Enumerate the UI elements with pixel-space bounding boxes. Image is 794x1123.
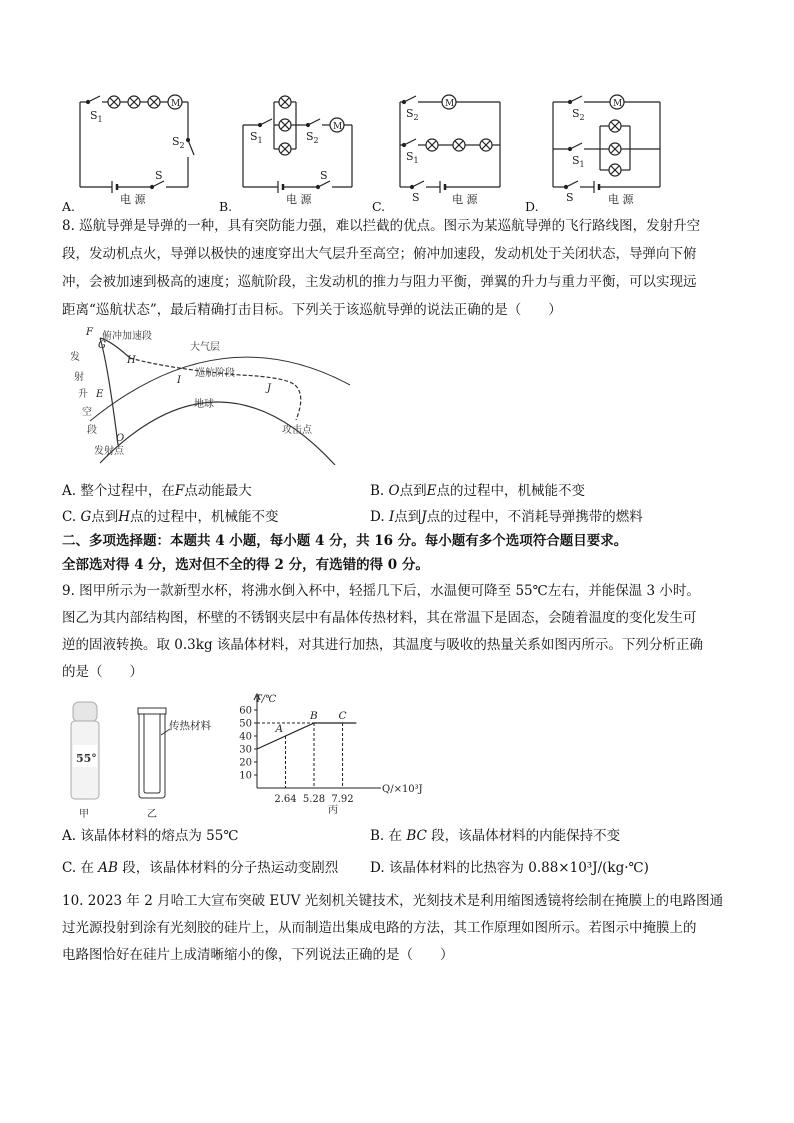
q8-option-c[interactable]: C. G点到H点的过程中，机械能不变	[62, 509, 279, 525]
point-o: O	[116, 433, 125, 444]
lamp	[128, 96, 140, 108]
lamp	[279, 143, 291, 155]
q8-stem-line: 冲，会被加速到极高的速度；巡航阶段，主发动机的推力与阻力平衡，弹翼的升力与重力平衡，可以实现远	[62, 274, 697, 290]
switch-label: $S_2$	[306, 130, 319, 145]
point-label-b: B	[310, 710, 318, 722]
point-label-c: C	[338, 710, 347, 722]
cup-yi	[138, 708, 170, 798]
y-axis-label: T/℃	[255, 694, 277, 705]
lamp	[609, 120, 621, 132]
switch-label: $S_2$	[572, 107, 585, 122]
q10-stem-line: 10. 2023 年 2 月哈工大宣布突破 EUV 光刻机关键技术，光刻技术是利用缩图透镜将绘制在掩膜上的电路图通	[62, 893, 724, 909]
switch-label: $S_2$	[406, 107, 419, 122]
launch-segment-char: 段	[87, 425, 97, 436]
q7-circuit-diagrams	[60, 85, 700, 210]
q9-stem-line: 9. 图甲所示为一款新型水杯，将沸水倒入杯中，轻摇几下后，水温便可降至 55℃左右，并能保温 3 小时。	[62, 583, 700, 599]
power-label: 电 源	[120, 193, 146, 206]
x-tick-label: 2.64	[274, 794, 297, 805]
motor-label: M	[613, 99, 623, 109]
point-h: H	[127, 355, 136, 366]
q7-option-a[interactable]: A.	[62, 199, 76, 214]
y-tick-label: 60	[239, 705, 252, 717]
q9-temperature-heat-chart	[225, 690, 465, 820]
switch-label: $S_2$	[172, 135, 185, 150]
x-tick-label: 5.28	[302, 794, 326, 805]
power-label: 电 源	[286, 193, 312, 206]
lamp	[279, 119, 291, 131]
y-tick-label: 40	[239, 731, 252, 743]
q9-cup-figures	[62, 695, 232, 825]
switch-label: S	[155, 169, 163, 182]
cup-label: 55°	[76, 752, 97, 765]
switch-label: $S_1$	[406, 150, 419, 165]
point-label-a: A	[275, 723, 284, 735]
cruise-label: 巡航阶段	[195, 368, 235, 379]
q8-option-a[interactable]: A. 整个过程中，在F点动能最大	[62, 483, 252, 499]
atmosphere-label: 大气层	[190, 342, 220, 353]
point-f: F	[86, 327, 93, 338]
lamp	[108, 96, 120, 108]
switch-label: $S_1$	[90, 109, 103, 124]
y-tick-label: 20	[239, 757, 252, 769]
fig-yi-label: 乙	[147, 809, 157, 820]
switch-label: $S_1$	[572, 154, 585, 169]
x-tick-label: 7.92	[331, 794, 354, 805]
q8-option-b[interactable]: B. O点到E点的过程中，机械能不变	[370, 483, 585, 499]
q8-missile-route-figure	[60, 325, 360, 465]
launch-segment-char: 射	[74, 372, 84, 383]
q8-stem-line: 段，发动机点火，导弹以极快的速度穿出大气层升至高空；俯冲加速段，发动机处于关闭状态，导弹向下俯	[62, 246, 697, 262]
power-label: 电 源	[452, 193, 478, 206]
motor-label: M	[445, 99, 455, 109]
attack-point-label: 攻击点	[282, 425, 312, 436]
atmosphere-arc	[90, 357, 350, 421]
y-tick-label: 50	[239, 718, 252, 730]
lamp	[279, 96, 291, 108]
x-axis-label: Q/×10³J	[382, 784, 423, 795]
lamp	[609, 164, 621, 176]
q7-option-d[interactable]: D.	[525, 199, 539, 214]
launch-point-label: 发射点	[94, 446, 124, 457]
switch-label: S	[320, 169, 328, 182]
motor-label: M	[171, 99, 181, 109]
switch-label: S	[566, 191, 574, 204]
q8-option-d[interactable]: D. I点到J点的过程中，不消耗导弹携带的燃料	[370, 509, 643, 525]
lamp	[148, 96, 160, 108]
point-g: G	[98, 340, 106, 351]
launch-segment-char: 空	[82, 407, 92, 418]
q7-option-b[interactable]: B.	[219, 199, 233, 214]
lamp	[609, 143, 621, 155]
lamp	[453, 139, 465, 151]
q8-stem-line: 距离“巡航状态”，最后精确打击目标。下列关于该巡航导弹的说法正确的是（ ）	[62, 302, 562, 318]
earth-label: 地球	[194, 399, 214, 410]
point-j: J	[267, 383, 272, 394]
launch-segment-char: 发	[70, 352, 80, 363]
q9-stem-line: 图乙为其内部结构图，杯壁的不锈钢夹层中有晶体传热材料，其在常温下是固态，会随着温度的变化发生可	[62, 610, 697, 626]
circuit-c	[400, 95, 500, 193]
q8-stem-line: 8. 巡航导弹是导弹的一种，具有突防能力强，难以拦截的优点。图示为某巡航导弹的飞行路线图，发射升空	[62, 218, 701, 234]
y-tick-label: 30	[239, 744, 252, 756]
temperature-line	[257, 723, 356, 749]
q9-option-b[interactable]: B. 在 BC 段，该晶体材料的内能保持不变	[370, 828, 621, 844]
q9-stem-line: 的是（ ）	[62, 664, 143, 680]
q10-stem-line: 过光源投射到涂有光刻胶的硅片上，从而制造出集成电路的方法，其工作原理如图所示。若图示中掩膜上的	[62, 920, 697, 936]
fig-jia-label: 甲	[79, 809, 89, 820]
cup-jia	[71, 702, 99, 799]
switch-label: S	[412, 191, 420, 204]
material-label: 传热材料	[169, 720, 211, 732]
motor-label: M	[333, 122, 343, 132]
section2-heading: 二、多项选择题：本题共 4 小题，每小题 4 分，共 16 分。每小题有多个选项符合题目要求。	[62, 533, 628, 549]
lamp	[480, 139, 492, 151]
y-tick-label: 10	[239, 770, 252, 782]
q9-stem-line: 逆的固液转换。取 0.3kg 该晶体材料，对其进行加热，其温度与吸收的热量关系如图丙所示。下列分析正确	[62, 637, 703, 653]
point-e: E	[96, 389, 104, 400]
lamp	[426, 139, 438, 151]
q9-option-d[interactable]: D. 该晶体材料的比热容为 0.88×10³J/(kg·℃)	[370, 860, 649, 876]
q9-option-a[interactable]: A. 该晶体材料的熔点为 55℃	[62, 828, 239, 844]
section2-rule: 全部选对得 4 分，选对但不全的得 2 分，有选错的得 0 分。	[62, 557, 429, 573]
circuit-d	[553, 95, 660, 193]
dive-label: 俯冲加速段	[102, 331, 152, 342]
switch-label: $S_1$	[250, 130, 263, 145]
q7-option-c[interactable]: C.	[372, 199, 386, 214]
q9-option-c[interactable]: C. 在 AB 段，该晶体材料的分子热运动变剧烈	[62, 860, 339, 876]
fig-bing-label: 丙	[328, 805, 338, 816]
power-label: 电 源	[608, 193, 634, 206]
launch-segment-char: 升	[78, 389, 88, 400]
point-i: I	[177, 375, 181, 386]
q10-stem-line: 电路图恰好在硅片上成清晰缩小的像，下列说法正确的是（ ）	[62, 947, 454, 963]
